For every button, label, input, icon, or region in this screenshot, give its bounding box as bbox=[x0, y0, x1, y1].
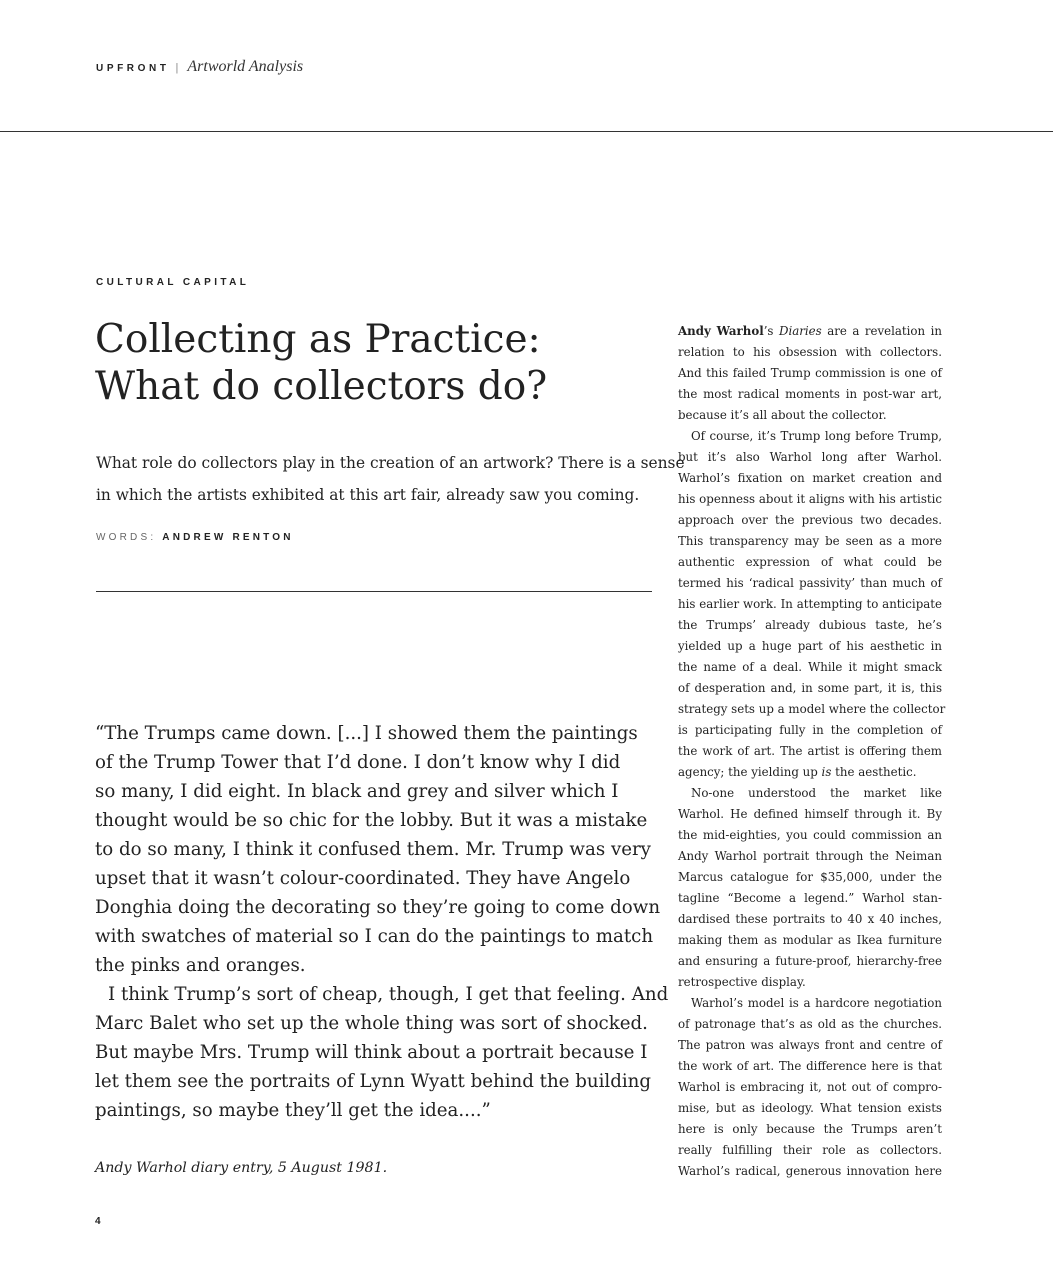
body-line: authentic expression of what could be bbox=[678, 555, 942, 569]
quote-line: so many, I did eight. In black and grey and silver which I bbox=[95, 781, 619, 802]
body-line: but it’s also Warhol long after Warhol. bbox=[678, 450, 942, 464]
quote-line: Donghia doing the decorating so they’re going to come down bbox=[95, 897, 661, 918]
body-column bbox=[678, 321, 946, 1182]
body-line: his earlier work. In attempting to anticipate bbox=[678, 597, 942, 611]
section-brand: UPFRONT bbox=[96, 63, 170, 74]
body-line: the mid-eighties, you could commission an bbox=[678, 828, 942, 842]
body-line: strategy sets up a model where the collector bbox=[678, 702, 946, 716]
quote-line: with swatches of material so I can do the paintings to match bbox=[95, 926, 654, 947]
quote-line: the pinks and oranges. bbox=[95, 955, 306, 976]
body-line: Warhol is embracing it, not out of compro- bbox=[678, 1080, 942, 1094]
quote-line: upset that it wasn’t colour-coordinated. They have Angelo bbox=[95, 868, 631, 889]
body-line: agency; the yielding up is the aesthetic. bbox=[678, 765, 917, 779]
body-line: and ensuring a future-proof, hierarchy-free bbox=[678, 954, 942, 968]
body-line: This transparency may be seen as a more bbox=[678, 534, 942, 548]
body-line: really fulfilling their role as collectors. bbox=[678, 1143, 942, 1157]
byline-author: ANDREW RENTON bbox=[162, 532, 294, 543]
quote-line: But maybe Mrs. Trump will think about a portrait because I bbox=[95, 1042, 648, 1063]
quote-line: thought would be so chic for the lobby. But it was a mistake bbox=[95, 810, 648, 831]
body-line: the work of art. The difference here is that bbox=[678, 1059, 942, 1073]
quote-line: let them see the portraits of Lynn Wyatt behind the building bbox=[95, 1071, 652, 1092]
body-line: approach over the previous two decades. bbox=[678, 513, 942, 527]
article-divider bbox=[96, 591, 652, 592]
body-line: the name of a deal. While it might smack bbox=[678, 660, 942, 674]
quote-line: I think Trump’s sort of cheap, though, I get that feeling. And bbox=[108, 984, 669, 1005]
standfirst-line: in which the artists exhibited at this art fair, already saw you coming. bbox=[96, 486, 640, 504]
standfirst-line: What role do collectors play in the creation of an artwork? There is a sense bbox=[96, 454, 685, 472]
body-line: Warhol. He defined himself through it. By bbox=[678, 807, 942, 821]
body-emphasis: is bbox=[821, 765, 832, 779]
headline-line: What do collectors do? bbox=[95, 364, 548, 409]
article-standfirst bbox=[96, 447, 685, 511]
body-line: the work of art. The artist is offering them bbox=[678, 744, 942, 758]
body-line: The patron was always front and centre of bbox=[678, 1038, 942, 1052]
body-line: the most radical moments in post-war art, bbox=[678, 387, 942, 401]
body-line: Warhol’s fixation on market creation and bbox=[678, 471, 942, 485]
quote-line: to do so many, I think it confused them. Mr. Trump was very bbox=[95, 839, 651, 860]
body-lead-name: Andy Warhol bbox=[678, 324, 764, 338]
article-headline bbox=[95, 316, 655, 410]
running-header bbox=[96, 58, 303, 82]
body-line: of patronage that’s as old as the churches. bbox=[678, 1017, 942, 1031]
quote-line: Marc Balet who set up the whole thing was sort of shocked. bbox=[95, 1013, 648, 1034]
byline-label: WORDS: bbox=[96, 532, 157, 543]
quote-caption: Andy Warhol diary entry, 5 August 1981. bbox=[95, 1160, 388, 1176]
body-line: making them as modular as Ikea furniture bbox=[678, 933, 942, 947]
body-lead-title: Diaries bbox=[778, 324, 822, 338]
body-line: of desperation and, in some part, it is, this bbox=[678, 681, 942, 695]
body-line: No-one understood the market like bbox=[691, 786, 942, 800]
body-line: relation to his obsession with collectors. bbox=[678, 345, 942, 359]
body-line: the Trumps’ already dubious taste, he’s bbox=[678, 618, 942, 632]
body-line: Of course, it’s Trump long before Trump, bbox=[691, 429, 942, 443]
body-line: termed his ‘radical passivity’ than much of bbox=[678, 576, 942, 590]
body-line: retrospective display. bbox=[678, 975, 806, 989]
body-line: Marcus catalogue for $35,000, under the bbox=[678, 870, 942, 884]
pull-quote bbox=[95, 719, 669, 1125]
body-line: because it’s all about the collector. bbox=[678, 408, 887, 422]
body-line: yielded up a huge part of his aesthetic in bbox=[678, 639, 942, 653]
body-line: And this failed Trump commission is one of bbox=[678, 366, 942, 380]
quote-line: paintings, so maybe they’ll get the idea....” bbox=[95, 1100, 491, 1121]
header-divider bbox=[0, 131, 1053, 132]
quote-line: “The Trumps came down. [...] I showed them the paintings bbox=[95, 723, 638, 744]
body-line: Warhol’s radical, generous innovation here bbox=[678, 1164, 942, 1178]
body-line: his openness about it aligns with his artistic bbox=[678, 492, 942, 506]
byline bbox=[96, 532, 294, 543]
header-separator: | bbox=[175, 62, 179, 74]
body-line: Andy Warhol’s Diaries are a revelation in bbox=[678, 324, 942, 338]
section-title: Artworld Analysis bbox=[187, 58, 304, 75]
page-number: 4 bbox=[95, 1216, 101, 1227]
headline-line: Collecting as Practice: bbox=[95, 317, 541, 362]
body-line: dardised these portraits to 40 x 40 inches, bbox=[678, 912, 942, 926]
body-line: is participating fully in the completion of bbox=[678, 723, 942, 737]
body-line: here is only because the Trumps aren’t bbox=[678, 1122, 942, 1136]
article-kicker: CULTURAL CAPITAL bbox=[96, 277, 250, 288]
body-line: Warhol’s model is a hardcore negotiation bbox=[691, 996, 942, 1010]
body-line: mise, but as ideology. What tension exists bbox=[678, 1101, 942, 1115]
body-line: Andy Warhol portrait through the Neiman bbox=[678, 849, 942, 863]
quote-line: of the Trump Tower that I’d done. I don’t know why I did bbox=[95, 752, 621, 773]
body-line: tagline “Become a legend.” Warhol stan- bbox=[678, 891, 942, 905]
